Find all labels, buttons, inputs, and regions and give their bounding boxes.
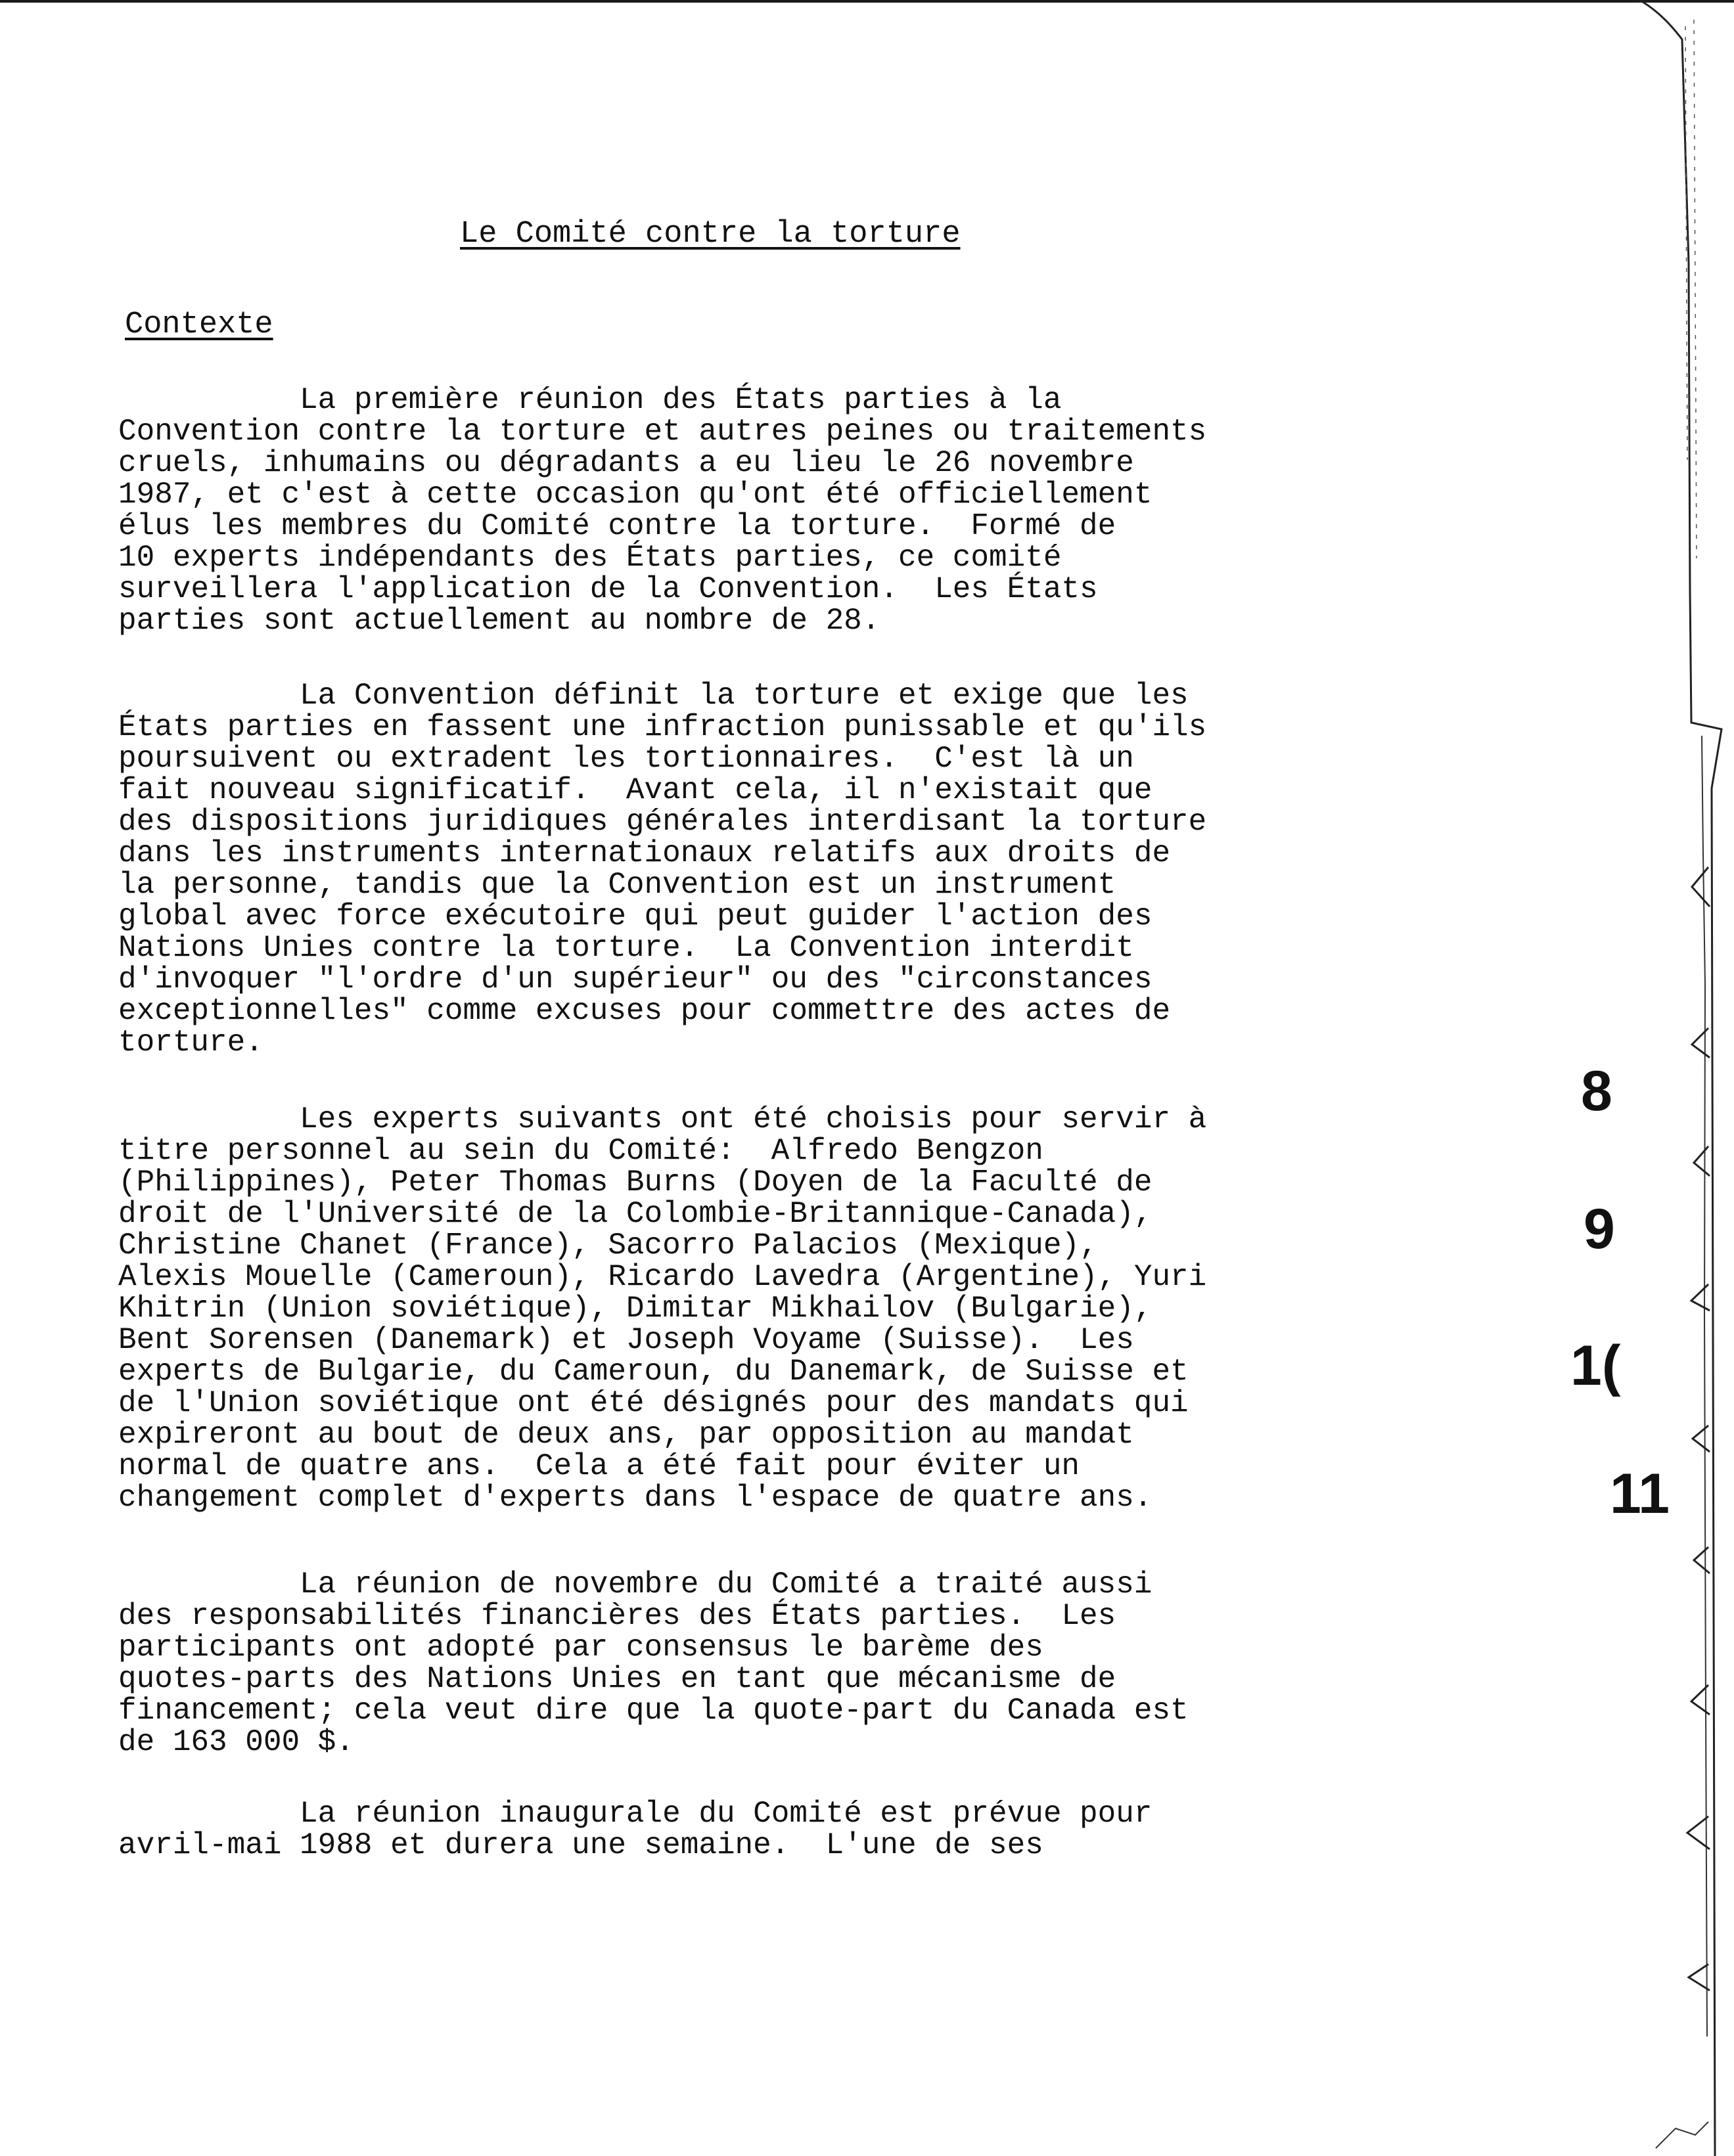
paragraph-line: des responsabilités financières des États parties. Les [118,1599,1116,1633]
page-top-edge [0,0,1734,3]
paragraph [118,1104,1354,1514]
paragraph-line: Christine Chanet (France), Sacorro Palacios (Mexique), [118,1228,1098,1263]
paragraph-line: Bent Sorensen (Danemark) et Joseph Voyame (Suisse). Les [118,1323,1134,1357]
paragraph-line: global avec force exécutoire qui peut guider l'action des [118,899,1152,933]
paragraph-line: changement complet d'experts dans l'espace de quatre ans. [118,1481,1152,1515]
paragraph-line: expireront au bout de deux ans, par opposition au mandat [118,1418,1134,1452]
paragraph-line: La Convention définit la torture et exige que les [118,679,1189,713]
paragraph-line: élus les membres du Comité contre la torture. Formé de [118,509,1116,543]
paragraph-line: dans les instruments internationaux relatifs aux droits de [118,836,1171,870]
paragraph-line: torture. [118,1025,263,1060]
paragraph-line: la personne, tandis que la Convention est un instrument [118,868,1116,902]
paragraph-line: droit de l'Université de la Colombie-Britannique-Canada), [118,1197,1152,1231]
paragraph [118,680,1354,1058]
margin-tab-number: 1( [1570,1334,1621,1397]
paragraph-line: (Philippines), Peter Thomas Burns (Doyen de la Faculté de [118,1165,1152,1200]
paragraph-line: poursuivent ou extradent les tortionnaires. C'est là un [118,742,1134,776]
paragraph-line: financement; cela veut dire que la quote-part du Canada est [118,1694,1189,1728]
paragraph-line: Les experts suivants ont été choisis pour servir à [118,1102,1207,1136]
paragraph-line: parties sont actuellement au nombre de 28. [118,604,880,638]
margin-tab-number: 8 [1581,1060,1612,1123]
paragraph [118,384,1354,637]
paragraph-line: La réunion de novembre du Comité a traité aussi [118,1567,1152,1602]
margin-tab-number: 9 [1584,1198,1615,1261]
scanned-page-edge [1636,0,1734,2156]
paragraph-line: experts de Bulgarie, du Cameroun, du Danemark, de Suisse et [118,1355,1189,1389]
paragraph-line: d'invoquer "l'ordre d'un supérieur" ou des "circonstances [118,962,1152,997]
paragraph-line: fait nouveau significatif. Avant cela, il n'existait que [118,773,1152,807]
paragraph-line: La première réunion des États parties à la [118,383,1062,417]
paragraph-line: Convention contre la torture et autres peines ou traitements [118,415,1207,449]
paragraph-line: cruels, inhumains ou dégradants a eu lieu le 26 novembre [118,446,1134,480]
paragraph-line: Nations Unies contre la torture. La Convention interdit [118,931,1134,965]
paragraph-line: La réunion inaugurale du Comité est prévue pour [118,1797,1152,1831]
paragraph-line: 10 experts indépendants des États parties, ce comité [118,541,1062,575]
paragraph-line: de l'Union soviétique ont été désignés pour des mandats qui [118,1386,1189,1420]
paragraph-line: normal de quatre ans. Cela a été fait pour éviter un [118,1449,1080,1483]
paragraph-line: titre personnel au sein du Comité: Alfredo Bengzon [118,1134,1043,1168]
margin-tab-number: 11 [1610,1462,1670,1525]
section-heading: Contexte [125,307,273,342]
paragraph-line: des dispositions juridiques générales interdisant la torture [118,805,1207,839]
paragraph-line: participants ont adopté par consensus le barème des [118,1630,1043,1665]
paragraph-line: Alexis Mouelle (Cameroun), Ricardo Lavedra (Argentine), Yuri [118,1260,1207,1294]
paragraph [118,1798,1354,1861]
paragraph-line: de 163 000 $. [118,1725,354,1759]
paragraph-line: surveillera l'application de la Convention. Les États [118,572,1098,606]
paragraph-line: quotes-parts des Nations Unies en tant que mécanisme de [118,1662,1116,1696]
paragraph [118,1569,1354,1758]
paragraph-line: avril-mai 1988 et durera une semaine. L'une de ses [118,1828,1043,1862]
paragraph-line: exceptionnelles" comme excuses pour commettre des actes de [118,994,1171,1028]
paragraph-line: États parties en fassent une infraction punissable et qu'ils [118,710,1207,744]
paragraph-line: 1987, et c'est à cette occasion qu'ont été officiellement [118,478,1152,512]
paragraph-line: Khitrin (Union soviétique), Dimitar Mikhailov (Bulgarie), [118,1291,1152,1326]
page-title: Le Comité contre la torture [460,217,961,252]
